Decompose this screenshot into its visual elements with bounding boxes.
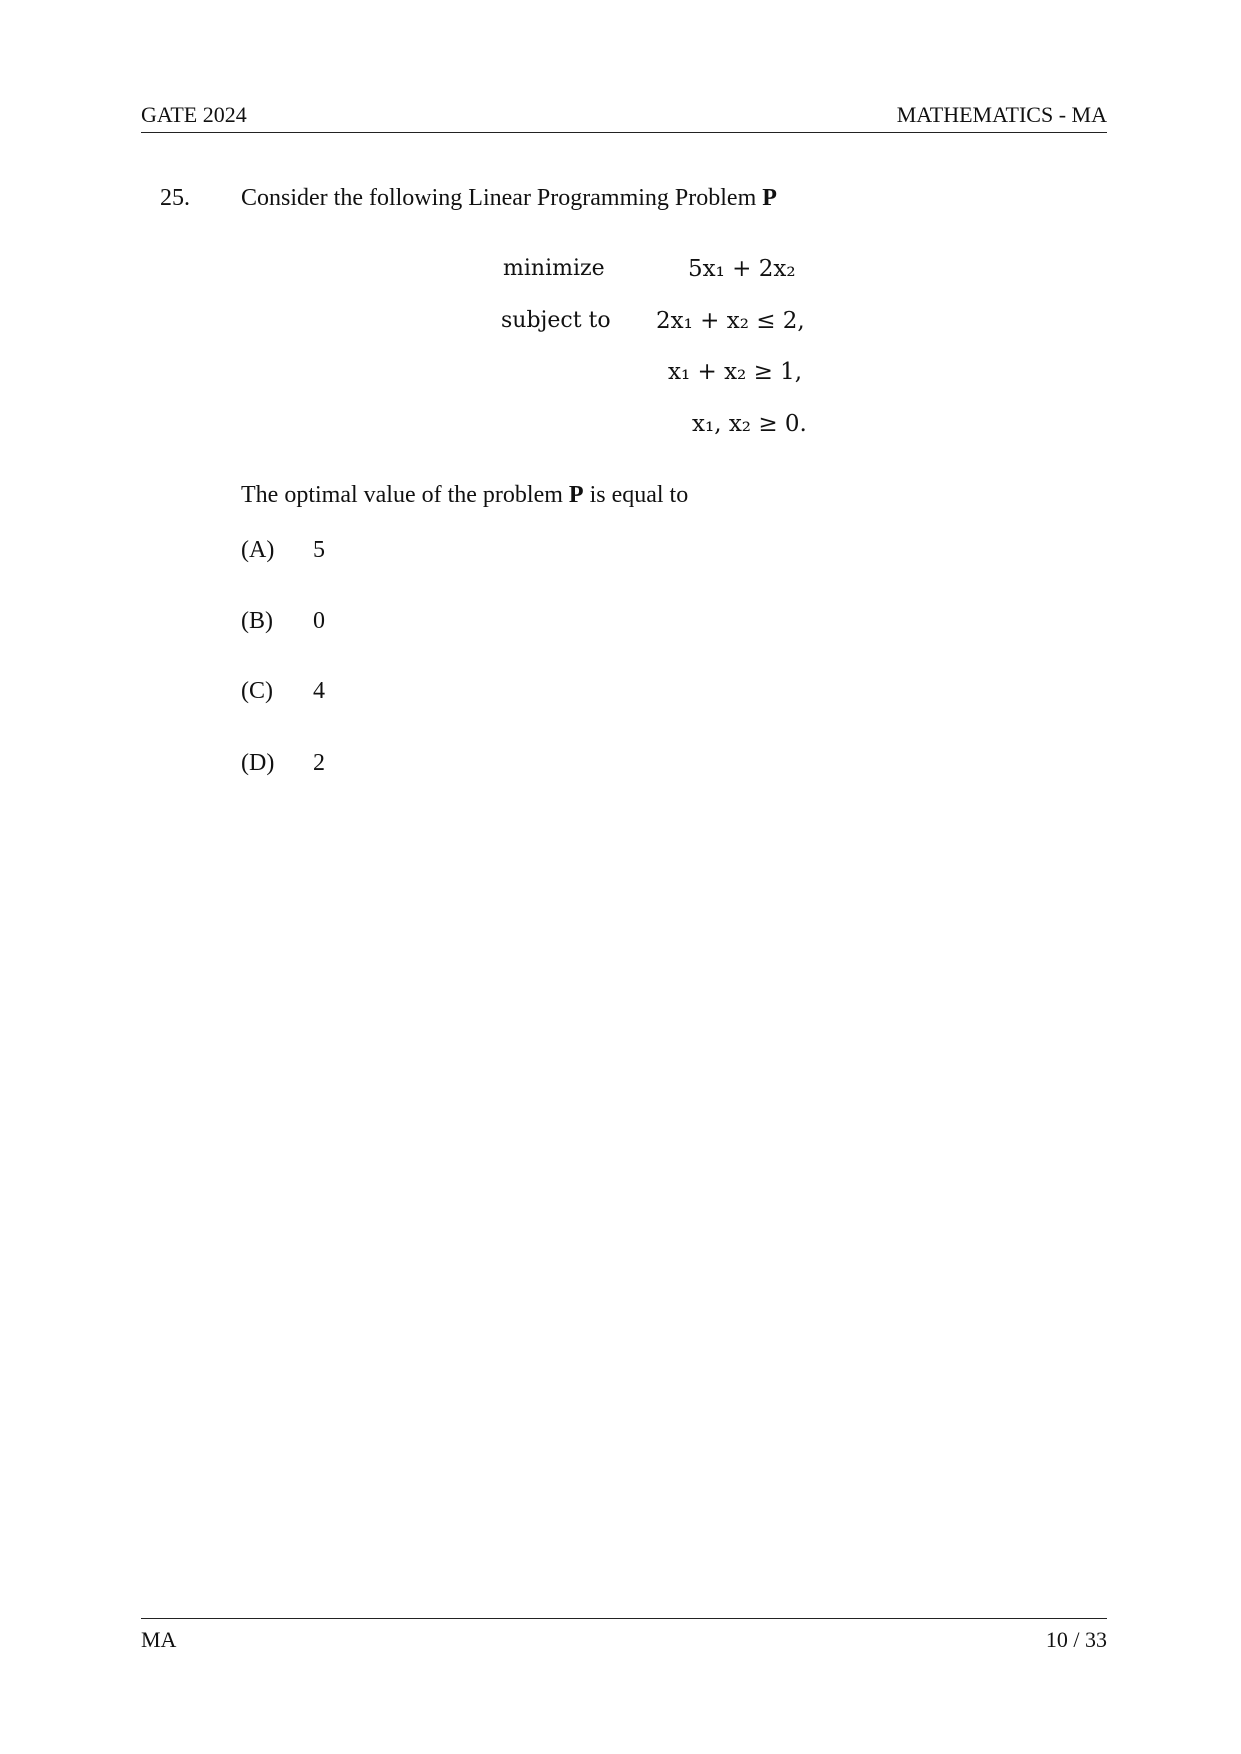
prompt-text-after: is equal to xyxy=(589,482,689,508)
question-number: 25. xyxy=(160,185,190,211)
footer-paper-code: MA xyxy=(141,1627,177,1652)
constraint-1: 2x₁ + x₂ ≤ 2, xyxy=(656,308,805,334)
option-value: 5 xyxy=(313,537,325,563)
question-prompt xyxy=(241,480,688,510)
header-rule xyxy=(141,132,1107,133)
constraint-3: x₁, x₂ ≥ 0. xyxy=(692,411,807,437)
objective-function: 5x₁ + 2x₂ xyxy=(688,256,796,282)
question-intro-text: Consider the following Linear Programming Problem xyxy=(241,185,757,211)
question-intro xyxy=(241,183,777,213)
constraint-2: x₁ + x₂ ≥ 1, xyxy=(668,359,803,385)
option-value: 2 xyxy=(313,750,325,776)
option-value: 4 xyxy=(313,678,325,704)
option-value: 0 xyxy=(313,608,325,634)
option-d[interactable] xyxy=(241,748,325,778)
option-letter: (A) xyxy=(241,537,275,563)
option-letter: (C) xyxy=(241,678,273,704)
option-a[interactable] xyxy=(241,535,325,565)
constraint-label: subject to xyxy=(501,308,611,333)
problem-symbol: P xyxy=(762,185,777,211)
footer-rule xyxy=(141,1618,1107,1619)
option-b[interactable] xyxy=(241,606,325,636)
option-letter: (D) xyxy=(241,750,275,776)
option-c[interactable] xyxy=(241,676,325,706)
page-number: 10 / 33 xyxy=(1045,1627,1107,1652)
prompt-problem-symbol: P xyxy=(568,482,584,508)
header-paper-name: MATHEMATICS - MA xyxy=(896,102,1107,127)
header-exam-name: GATE 2024 xyxy=(141,102,247,127)
objective-label: minimize xyxy=(503,256,605,281)
option-letter: (B) xyxy=(241,608,273,634)
prompt-text-before: The optimal value of the problem xyxy=(241,482,563,508)
